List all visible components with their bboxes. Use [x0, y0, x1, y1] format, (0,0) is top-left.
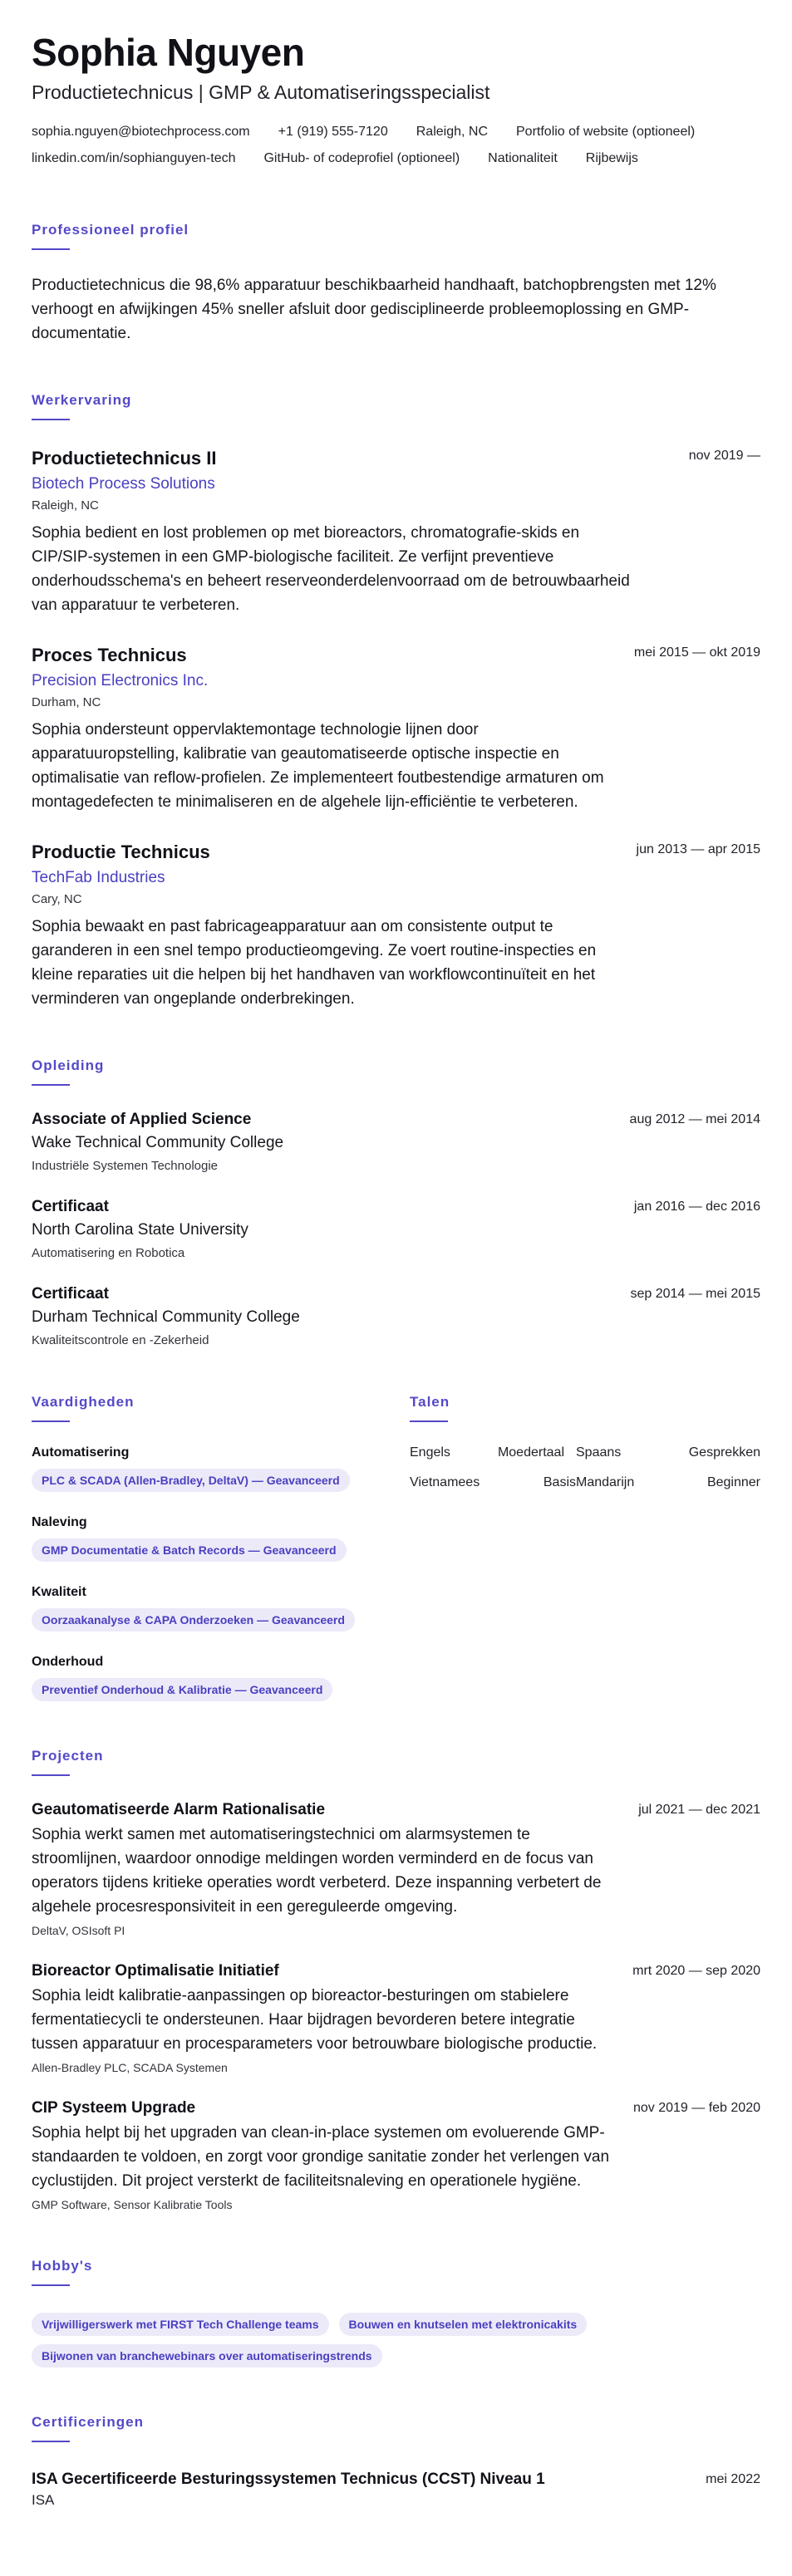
- section-title: Werkervaring: [32, 392, 132, 408]
- education-dates: jan 2016 — dec 2016: [633, 1200, 760, 1214]
- project-tools: Allen-Bradley PLC, SCADA Systemen: [32, 2061, 228, 2074]
- contact-nationality: Nationaliteit: [488, 151, 558, 165]
- candidate-name: Sophia Nguyen: [32, 31, 305, 74]
- skill-group: [32, 1655, 410, 1701]
- education-section: [32, 1057, 760, 1347]
- education-entry: [32, 1111, 760, 1173]
- skill-group: [32, 1515, 410, 1562]
- project-description: Sophia werkt samen met automatiseringstechnici om alarmsystemen te stroomlijnen, waardoor onnodige meldingen worden verminderd en de focus van operators tijdens kritieke operaties wordt verbeterd. Deze inspanning verbetert de algehele procesresponsiviteit in een gereguleerde omgeving.: [32, 1826, 602, 1916]
- job-company: Biotech Process Solutions: [32, 475, 215, 493]
- profile-section: [32, 222, 760, 346]
- contact-portfolio[interactable]: Portfolio of website (optioneel): [516, 125, 696, 139]
- section-divider: [410, 1420, 448, 1422]
- education-entry: [32, 1285, 760, 1347]
- project-entry: [32, 2099, 760, 2211]
- skill-group: [32, 1585, 410, 1631]
- education-field: Automatisering en Robotica: [32, 1246, 185, 1260]
- candidate-headline: Productietechnicus | GMP & Automatiseringsspecialist: [32, 81, 490, 103]
- section-divider: [32, 419, 70, 420]
- section-title: Projecten: [32, 1748, 104, 1764]
- skill-name: Onderhoud: [32, 1655, 104, 1669]
- skill-name: Kwaliteit: [32, 1585, 86, 1599]
- project-title: CIP Systeem Upgrade: [32, 2099, 196, 2117]
- project-title: Bioreactor Optimalisatie Initiatief: [32, 1962, 279, 1980]
- hobbies-section: [32, 2258, 760, 2367]
- job-description: Sophia bedient en lost problemen op met bioreactors, chromatografie-skids en CIP/SIP-systemen in een GMP-biologische faciliteit. Ze verfijnt preventieve onderhoudsschema's en beheert reserveonderdelenvoorraad om de betrouwbaarheid van apparatuur te verbeteren.: [32, 524, 630, 614]
- section-title: Opleiding: [32, 1057, 105, 1073]
- language-level: Gesprekken: [688, 1445, 760, 1460]
- education-entry: [32, 1198, 760, 1260]
- contact-list: [32, 122, 780, 175]
- language-item: [576, 1475, 760, 1490]
- language-item: [576, 1445, 760, 1460]
- job-title: Proces Technicus: [32, 645, 187, 665]
- section-title: Vaardigheden: [32, 1394, 135, 1410]
- language-level: Beginner: [706, 1475, 760, 1489]
- section-divider: [32, 2284, 70, 2286]
- languages-section: [410, 1394, 760, 1701]
- education-dates: aug 2012 — mei 2014: [629, 1112, 760, 1126]
- language-item: [410, 1475, 576, 1490]
- section-divider: [32, 2441, 70, 2442]
- skills-section: [32, 1394, 410, 1701]
- section-divider: [32, 248, 70, 250]
- contact-phone[interactable]: +1 (919) 555-7120: [278, 125, 388, 139]
- contact-drivers-license: Rijbewijs: [585, 151, 638, 165]
- education-degree: Associate of Applied Science: [32, 1111, 252, 1128]
- projects-section: [32, 1748, 760, 2211]
- job-entry: [32, 644, 760, 814]
- certifications-section: [32, 2414, 760, 2509]
- section-divider: [32, 1084, 70, 1086]
- section-title: Professioneel profiel: [32, 222, 189, 238]
- skill-name: Naleving: [32, 1515, 87, 1529]
- education-degree: Certificaat: [32, 1285, 109, 1303]
- project-tools: GMP Software, Sensor Kalibratie Tools: [32, 2198, 233, 2211]
- language-name: Vietnamees: [410, 1475, 480, 1489]
- resume-header: [32, 32, 760, 175]
- skill-tag: Preventief Onderhoud & Kalibratie — Geavanceerd: [32, 1678, 332, 1701]
- job-description: Sophia ondersteunt oppervlaktemontage technologie lijnen door apparatuuropstelling, kalibratie van geautomatiseerde optische inspectie en optimalisatie van reflow-profielen. Ze implementeert foutbestendige armaturen om montagedefecten te minimaliseren en de algehele lijn-efficiëntie te verbeteren.: [32, 721, 604, 811]
- job-location: Raleigh, NC: [32, 498, 99, 513]
- language-name: Spaans: [576, 1445, 622, 1460]
- skill-tag: Oorzaakanalyse & CAPA Onderzoeken — Geavanceerd: [32, 1608, 355, 1631]
- education-school: Durham Technical Community College: [32, 1308, 300, 1326]
- section-title: Hobby's: [32, 2258, 93, 2274]
- hobby-tag: Bouwen en knutselen met elektronicakits: [339, 2313, 588, 2336]
- language-name: Engels: [410, 1445, 450, 1460]
- language-item: [410, 1445, 576, 1460]
- skill-name: Automatisering: [32, 1445, 130, 1460]
- project-description: Sophia helpt bij het upgraden van clean-in-place systemen om evoluerende GMP-standaarden te voldoen, en zorgt voor grondige sanitatie zonder het verlengen van cyclustijden. Dit project versterkt de faciliteitsnaleving en operationele hygiëne.: [32, 2124, 610, 2190]
- job-dates: nov 2019 —: [688, 449, 760, 463]
- language-level: Basis: [543, 1475, 576, 1489]
- skill-tag: PLC & SCADA (Allen-Bradley, DeltaV) — Geavanceerd: [32, 1469, 350, 1492]
- section-divider: [32, 1774, 70, 1776]
- job-dates: mei 2015 — okt 2019: [633, 645, 760, 660]
- job-dates: jun 2013 — apr 2015: [636, 842, 760, 856]
- certification-date: mei 2022: [706, 2472, 760, 2486]
- project-description: Sophia leidt kalibratie-aanpassingen op bioreactor-besturingen om stabielere fermentatiecycli te ondersteunen. Haar bijdragen bevorderen betere integratie tussen apparatuur en procesparameters voor betrouwbare biologische productie.: [32, 1987, 598, 2053]
- section-divider: [32, 1420, 70, 1422]
- education-field: Industriële Systemen Technologie: [32, 1159, 219, 1173]
- education-degree: Certificaat: [32, 1198, 109, 1215]
- skills-languages-row: [32, 1394, 760, 1701]
- language-list: [410, 1445, 760, 1490]
- certification-name: ISA Gecertificeerde Besturingssystemen Technicus (CCST) Niveau 1: [32, 2471, 545, 2488]
- skill-group: [32, 1445, 410, 1492]
- contact-linkedin[interactable]: linkedin.com/in/sophianguyen-tech: [32, 151, 236, 165]
- project-entry: [32, 1962, 760, 2074]
- language-level: Moedertaal: [497, 1445, 564, 1460]
- section-title: Certificeringen: [32, 2414, 144, 2430]
- education-school: North Carolina State University: [32, 1221, 248, 1239]
- job-location: Cary, NC: [32, 892, 82, 906]
- skill-tag: GMP Documentatie & Batch Records — Geavanceerd: [32, 1538, 347, 1562]
- certification-entry: [32, 2471, 760, 2509]
- education-school: Wake Technical Community College: [32, 1134, 284, 1151]
- profile-summary: Productietechnicus die 98,6% apparatuur beschikbaarheid handhaaft, batchopbrengsten met 12% verhoogt en afwijkingen 45% sneller afsluit door gedisciplineerde probleemoplossing en GMP-documentatie.: [32, 277, 716, 342]
- project-tools: DeltaV, OSIsoft PI: [32, 1924, 125, 1937]
- contact-github[interactable]: GitHub- of codeprofiel (optioneel): [263, 151, 460, 165]
- job-entry: [32, 841, 760, 1011]
- contact-email[interactable]: sophia.nguyen@biotechprocess.com: [32, 125, 250, 139]
- job-company: Precision Electronics Inc.: [32, 672, 209, 689]
- project-title: Geautomatiseerde Alarm Rationalisatie: [32, 1801, 326, 1818]
- job-entry: [32, 447, 760, 617]
- contact-location: Raleigh, NC: [416, 125, 488, 139]
- hobby-tag: Vrijwilligerswerk met FIRST Tech Challenge teams: [32, 2313, 329, 2336]
- experience-section: [32, 392, 760, 1011]
- education-field: Kwaliteitscontrole en -Zekerheid: [32, 1333, 209, 1347]
- language-name: Mandarijn: [576, 1475, 635, 1489]
- project-dates: jul 2021 — dec 2021: [638, 1803, 760, 1817]
- hobby-list: [32, 2304, 630, 2367]
- section-title: Talen: [410, 1394, 450, 1410]
- certification-issuer: ISA: [32, 2492, 55, 2508]
- project-dates: mrt 2020 — sep 2020: [632, 1964, 760, 1978]
- hobby-tag: Bijwonen van branchewebinars over automatiseringstrends: [32, 2344, 382, 2367]
- education-dates: sep 2014 — mei 2015: [630, 1287, 760, 1301]
- job-description: Sophia bewaakt en past fabricageapparatuur aan om consistente output te garanderen in een snel tempo productieomgeving. Ze voert routine-inspecties en kleine reparaties uit die helpen bij het handhaven van workflowcontinuïteit en het verminderen van ongeplande onderbrekingen.: [32, 918, 597, 1008]
- project-dates: nov 2019 — feb 2020: [632, 2101, 760, 2115]
- job-location: Durham, NC: [32, 695, 101, 709]
- project-entry: [32, 1801, 760, 1937]
- job-title: Productietechnicus II: [32, 448, 217, 469]
- job-company: TechFab Industries: [32, 869, 165, 886]
- job-title: Productie Technicus: [32, 841, 210, 862]
